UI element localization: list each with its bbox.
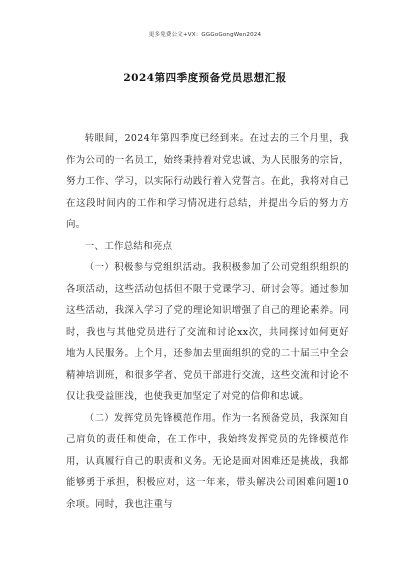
item-1-paragraph: （一）积极参与党组织活动。我积极参加了公司党组织组织的各项活动，这些活动包括但不限于党课学习、研讨会等。通过参加这些活动，我深入学习了党的理论知识增强了自己的理论素养。同时，我也与其他党员进行了交流和讨论xx次，共同探讨如何更好地为人民服务。上个月，还参加去里面组织的党的二十届三中全会精神培训班，和很多学者、党员干部进行交流，这些交流和讨论不仅让我受益匪浅，也使我更加坚定了对党的信仰和忠诚。 bbox=[66, 262, 349, 402]
section-heading: 一、工作总结和亮点 bbox=[84, 240, 173, 252]
header-note: 更多免费公文+VX：GGGoGongWen2024 bbox=[148, 32, 262, 38]
document-body bbox=[66, 128, 349, 515]
document-title: 2024第四季度预备党员思想汇报 bbox=[123, 72, 287, 84]
item-2-paragraph: （二）发挥党员先锋模范作用。作为一名预备党员，我深知自己肩负的责任和使命，在工作中，我始终发挥党员的先锋模范作用，认真履行自己的职责和义务。无论是面对困难还是挑战，我都能够勇于承担，积极应对，这一年来，带头解决公司困难问题10余项。同时，我也注重与 bbox=[66, 412, 349, 510]
intro-paragraph: 转眼间，2024年第四季度已经到来。在过去的三个月里，我作为公司的一名员工，始终秉持着对党忠诚、为人民服务的宗旨，努力工作、学习，以实际行动践行着入党誓言。在此，我将对自己在这段时间内的工作和学习情况进行总结，并提出今后的努力方向。 bbox=[66, 133, 349, 230]
